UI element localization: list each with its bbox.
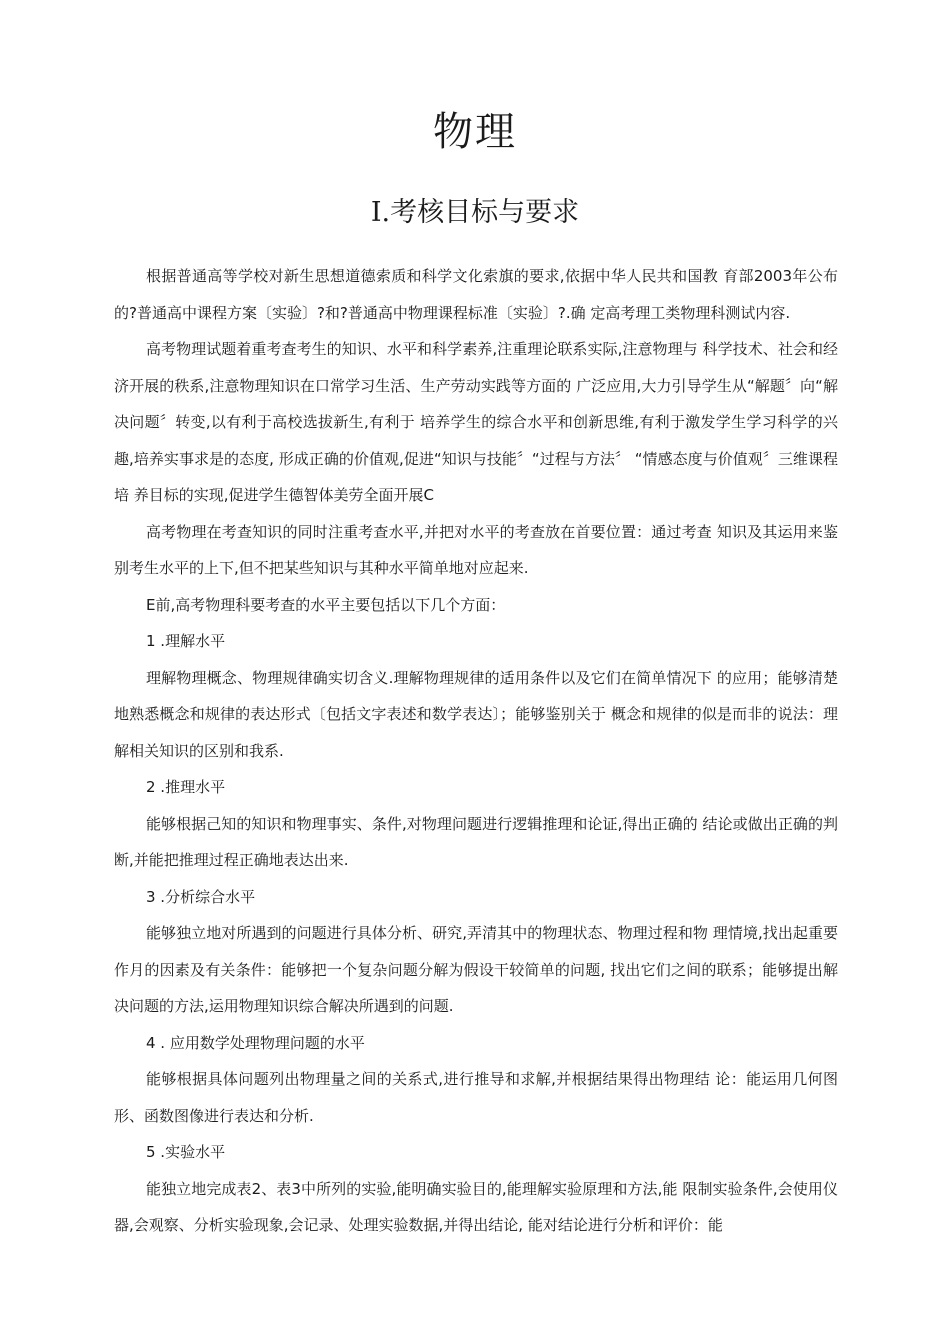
section-title: I.考核目标与要求	[370, 197, 580, 228]
item-heading: 4 . 应用数学处理物理问题的水平	[146, 1033, 365, 1052]
item-heading: 3 .分析综合水平	[146, 887, 256, 906]
item-heading: 2 .推理水平	[146, 778, 226, 796]
item-heading: 5 .实验水平	[146, 1143, 226, 1161]
item-paragraph: 能够根据具体问题列出物理量之间的关系式,进行推导和求解,并根据结果得出物理结 论：能运用几何图形、函数图像进行表达和分析.	[114, 1070, 838, 1125]
item-heading: 1 .理解水平	[146, 632, 226, 650]
intro-paragraph: 高考物理在考查知识的同时注重考查水平,并把对水平的考查放在首要位置：通过考查 知识及其运用来鉴别考生水平的上下,但不把某些知识与其种水平简单地对应起来.	[114, 522, 838, 577]
document-body	[114, 258, 838, 1244]
intro-paragraph: E前,高考物理科要考查的水平主要包括以下几个方面：	[146, 595, 506, 614]
item-paragraph: 理解物理概念、物理规律确实切含义.理解物理规律的适用条件以及它们在简单情况下 的应用；能够清楚地熟悉概念和规律的表达形式〔包括文字表述和数学表达〕；能够鉴别关于 概念和规律的似是而非的说法：理解相关知识的区别和我系.	[114, 668, 838, 760]
item-paragraph: 能独立地完成表2、表3中所列的实验,能明确实验目的,能理解实验原理和方法,能 限制实验条件,会使用仪器,会观察、分析实验现象,会记录、处理实验数据,并得出结论, 能对结论进行分析和评价：能	[114, 1179, 838, 1234]
item-paragraph: 能够根据己知的知识和物理事实、条件,对物理问题进行逻辑推理和论证,得出正确的 结论或做出正确的判断,并能把推理过程正确地表达出来.	[114, 814, 838, 869]
item-paragraph: 能够独立地对所遇到的问题进行具体分析、研究,弄清其中的物理状态、物理过程和物 理情境,找出起重要作月的因素及有关条件：能够把一个复杂问题分解为假设干较简单的问题, 找出它们之间的联系；能够提出解决问题的方法,运用物理知识综合解决所遇到的问题.	[114, 924, 838, 1015]
intro-paragraph: 高考物理试题着重考查考生的知识、水平和科学素养,注重理论联系实际,注意物理与 科学技术、社会和经济开展的秩系,注意物理知识在口常学习生活、生产劳动实践等方面的 广泛应用,大力引导学生从“解题〞向“解决问题〞转变,以有利于高校选拔新生,有利于 培养学生的综合水平和创新思维,有利于激发学生学习科学的兴趣,培养实事求是的态度, 形成正确的价值观,促进“知识与技能〞“过程与方法〞 “情感态度与价值观〞三维课程培 养目标的实现,促进学生德智体美劳全面开展C	[114, 340, 838, 504]
intro-paragraph: 根据普通高等学校对新生思想道德索质和科学文化索旗的要求,依据中华人民共和国教 育部2003年公布的?普通高中课程方案〔实验〕?和?普通高中物理课程标准〔实验〕?.确 定高考理工类物理科测试内容.	[114, 267, 838, 322]
document-title: 物理	[433, 109, 517, 155]
